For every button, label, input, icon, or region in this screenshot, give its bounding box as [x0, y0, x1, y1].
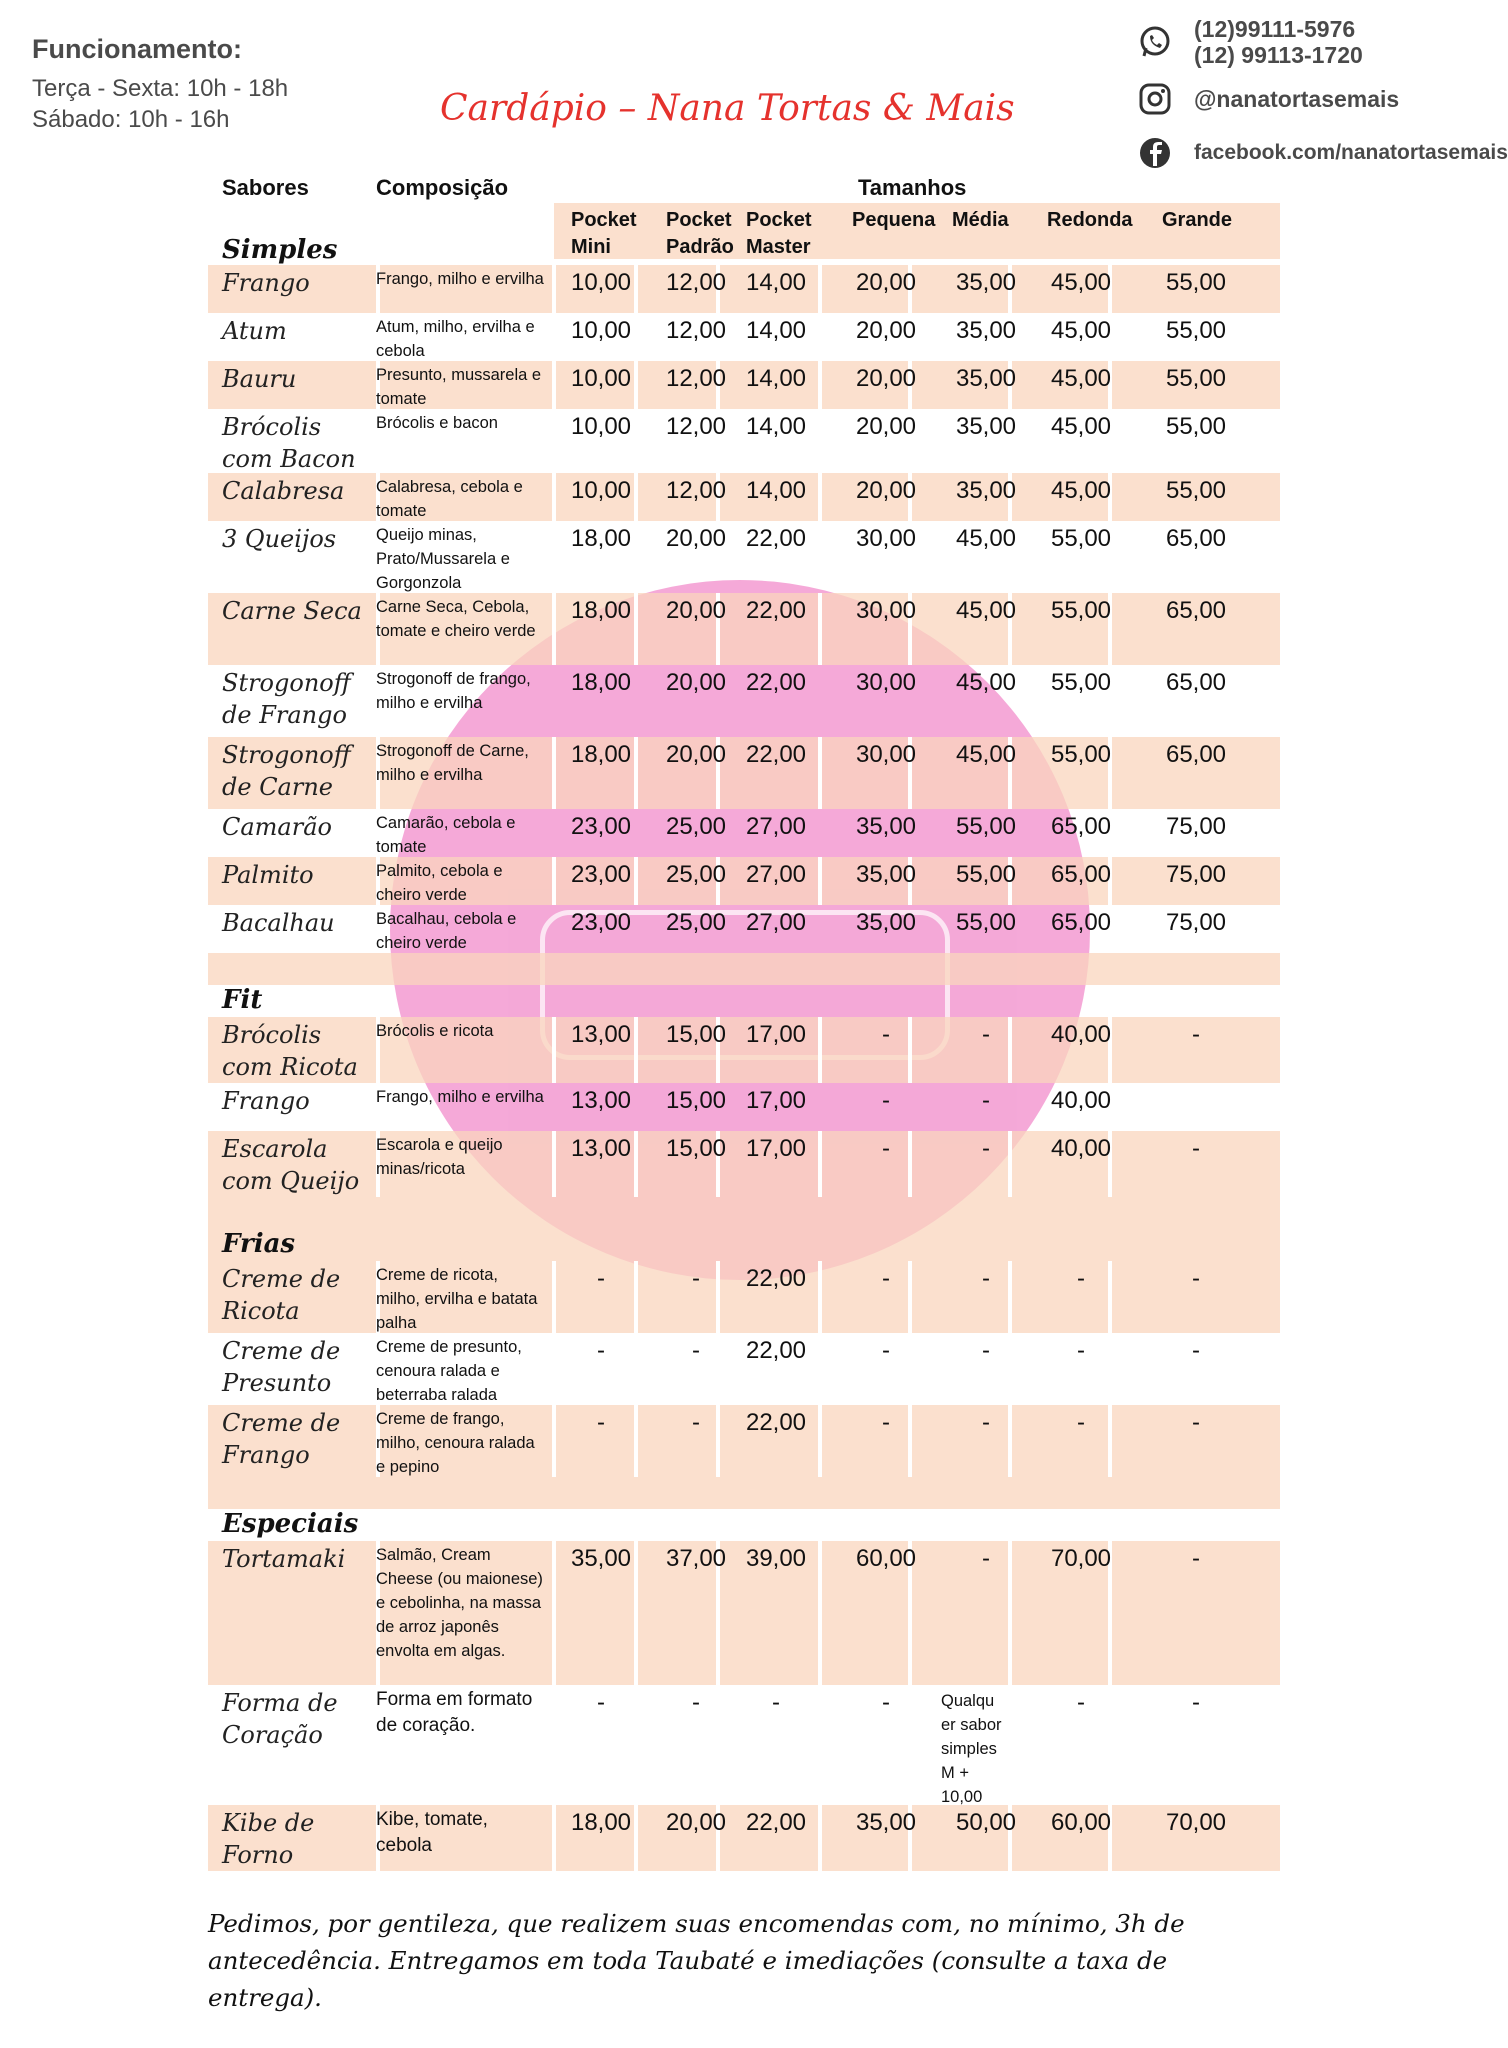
price-pequena: -	[882, 1021, 890, 1048]
table-row	[208, 521, 1280, 593]
flavor-name: Atum	[222, 317, 287, 345]
order-note: Pedimos, por gentileza, que realizem suas encomendas com, no mínimo, 3h de antecedência. Entregamos em toda Taubaté e imediações (consulte a taxa de entrega).	[208, 1909, 1185, 2012]
price-pequena: 20,00	[855, 477, 917, 504]
price-pocket-master: 14,00	[745, 477, 807, 504]
flavor-name: Palmito	[222, 861, 314, 889]
flavor-name: Bacalhau	[222, 909, 335, 937]
price-redonda: 45,00	[1050, 269, 1112, 296]
price-redonda: 55,00	[1050, 525, 1112, 552]
flavor-composition: Frango, milho e ervilha	[376, 1088, 544, 1106]
whatsapp-icon	[1138, 25, 1172, 59]
price-grande: 75,00	[1165, 813, 1227, 840]
price-pocket-mini: 23,00	[570, 909, 632, 936]
price-m-dia: 35,00	[955, 413, 1017, 440]
price-grande: -	[1192, 1265, 1200, 1292]
price-pocket-mini: 18,00	[570, 597, 632, 624]
price-pocket-master: 27,00	[745, 813, 807, 840]
header-composition: Composição	[376, 175, 509, 200]
instagram-icon	[1138, 82, 1172, 116]
phone-2: (12) 99113-1720	[1194, 42, 1363, 68]
price-pocket-padr-o: 15,00	[665, 1021, 727, 1048]
table-row	[208, 1541, 1280, 1685]
flavor-composition: Kibe, tomate, cebola	[376, 1809, 488, 1856]
flavor-name: Brócolis com Bacon	[222, 413, 356, 473]
flavor-composition: Brócolis e bacon	[376, 414, 498, 432]
price-pocket-mini: 23,00	[570, 861, 632, 888]
price-pocket-master: 27,00	[745, 909, 807, 936]
price-grande: -	[1192, 1409, 1200, 1436]
flavor-composition: Presunto, mussarela e tomate	[376, 366, 542, 408]
table-row	[208, 1685, 1280, 1805]
price-pocket-padr-o: 25,00	[665, 909, 727, 936]
price-redonda: 45,00	[1050, 317, 1112, 344]
price-redonda: 55,00	[1050, 741, 1112, 768]
price-pocket-padr-o: 20,00	[665, 1809, 727, 1836]
price-pequena: 30,00	[855, 597, 917, 624]
flavor-composition: Calabresa, cebola e tomate	[376, 478, 523, 520]
price-pocket-padr-o: 20,00	[665, 525, 727, 552]
table-row	[208, 1405, 1280, 1477]
price-m-dia: 45,00	[955, 741, 1017, 768]
price-grande: 65,00	[1165, 669, 1227, 696]
page-title: Cardápio – Nana Tortas & Mais	[440, 88, 1015, 129]
flavor-composition: Palmito, cebola e cheiro verde	[376, 862, 503, 904]
price-m-dia: 55,00	[955, 813, 1017, 840]
table-row	[208, 1805, 1280, 1871]
flavor-composition: Strogonoff de Carne, milho e ervilha	[376, 742, 529, 784]
price-redonda: -	[1077, 1337, 1085, 1364]
price-m-dia: 45,00	[955, 525, 1017, 552]
size-header-line: Pequena	[852, 209, 936, 231]
price-pocket-mini: 18,00	[570, 741, 632, 768]
opening-hours	[32, 34, 288, 135]
price-pocket-master: 39,00	[745, 1545, 807, 1572]
price-pocket-padr-o: 25,00	[665, 813, 727, 840]
price-pequena: -	[882, 1337, 890, 1364]
price-m-dia: -	[982, 1021, 990, 1048]
price-grande: 55,00	[1165, 269, 1227, 296]
price-m-dia: 55,00	[955, 861, 1017, 888]
header-flavors: Sabores	[222, 175, 309, 200]
price-grande: 55,00	[1165, 365, 1227, 392]
price-pequena: 30,00	[855, 525, 917, 552]
price-pocket-padr-o: 25,00	[665, 861, 727, 888]
hours-saturday: Sábado: 10h - 16h	[32, 106, 230, 133]
price-pocket-padr-o: 12,00	[665, 317, 727, 344]
size-header-line: Pocket	[666, 209, 732, 231]
section-band	[208, 1229, 1280, 1261]
flavor-name: Frango	[222, 1087, 310, 1115]
price-pocket-padr-o: 12,00	[665, 269, 727, 296]
section-title: Especiais	[222, 1509, 359, 1539]
price-pocket-mini: 10,00	[570, 413, 632, 440]
price-pocket-padr-o: -	[692, 1409, 700, 1436]
price-pequena: 20,00	[855, 413, 917, 440]
size-header-line: Master	[746, 236, 811, 258]
section-title: Simples	[222, 235, 338, 265]
flavor-name: Creme de Presunto	[222, 1337, 341, 1397]
price-pequena: 20,00	[855, 269, 917, 296]
price-pocket-mini: 10,00	[570, 317, 632, 344]
price-pocket-mini: 23,00	[570, 813, 632, 840]
price-pequena: -	[882, 1265, 890, 1292]
flavor-composition: Frango, milho e ervilha	[376, 270, 544, 288]
price-pocket-mini: 18,00	[570, 525, 632, 552]
hours-weekdays: Terça - Sexta: 10h - 18h	[32, 75, 289, 102]
price-pocket-mini: 18,00	[570, 1809, 632, 1836]
price-grande: 55,00	[1165, 413, 1227, 440]
price-pocket-master: 22,00	[745, 741, 807, 768]
price-grande: -	[1192, 1337, 1200, 1364]
instagram-handle: @nanatortasemais	[1194, 86, 1400, 112]
price-m-dia: 55,00	[955, 909, 1017, 936]
table-row	[208, 361, 1280, 409]
price-pocket-padr-o: 12,00	[665, 365, 727, 392]
table-row	[208, 809, 1280, 857]
price-pocket-padr-o: 12,00	[665, 413, 727, 440]
phone-1: (12)99111-5976	[1194, 16, 1356, 42]
flavor-name: Strogonoff de Carne	[222, 741, 351, 801]
price-pocket-padr-o: -	[692, 1265, 700, 1292]
price-m-dia: 45,00	[955, 669, 1017, 696]
price-pocket-master: 17,00	[745, 1135, 807, 1162]
price-pocket-master: 14,00	[745, 269, 807, 296]
flavor-composition: Queijo minas, Prato/Mussarela e Gorgonzola	[376, 526, 510, 592]
price-pocket-master: 14,00	[745, 317, 807, 344]
price-redonda: -	[1077, 1265, 1085, 1292]
flavor-composition: Creme de frango, milho, cenoura ralada e pepino	[376, 1410, 535, 1476]
price-pocket-padr-o: 20,00	[665, 741, 727, 768]
size-header-line: Grande	[1162, 209, 1233, 231]
price-m-dia: -	[982, 1265, 990, 1292]
price-pocket-mini: 18,00	[570, 669, 632, 696]
price-redonda: 40,00	[1050, 1135, 1112, 1162]
price-pocket-master: 22,00	[745, 597, 807, 624]
table-row	[208, 313, 1280, 361]
table-row	[208, 857, 1280, 905]
price-pocket-master: -	[772, 1689, 780, 1716]
price-pocket-mini: 10,00	[570, 269, 632, 296]
price-pocket-padr-o: 15,00	[665, 1135, 727, 1162]
price-pequena: -	[882, 1409, 890, 1436]
flavor-name: Escarola com Queijo	[222, 1135, 360, 1195]
price-pocket-master: 14,00	[745, 365, 807, 392]
table-row	[208, 737, 1280, 809]
table-row	[208, 665, 1280, 737]
price-pocket-mini: -	[597, 1337, 605, 1364]
flavor-name: Bauru	[222, 365, 297, 393]
price-pocket-padr-o: 20,00	[665, 597, 727, 624]
size-header	[746, 207, 846, 261]
section-title: Fit	[222, 985, 263, 1015]
price-pocket-padr-o: 15,00	[665, 1087, 727, 1114]
price-pocket-padr-o: -	[692, 1689, 700, 1716]
table-row	[208, 1131, 1280, 1197]
flavor-name: Strogonoff de Frango	[222, 669, 351, 729]
price-pequena: 35,00	[855, 909, 917, 936]
price-redonda: 40,00	[1050, 1021, 1112, 1048]
table-row	[208, 1333, 1280, 1405]
size-header	[1162, 207, 1262, 234]
price-grande: -	[1192, 1135, 1200, 1162]
table-row	[208, 1261, 1280, 1333]
price-grande: 65,00	[1165, 741, 1227, 768]
flavor-composition: Creme de ricota, milho, ervilha e batata palha	[376, 1266, 538, 1332]
price-redonda: 65,00	[1050, 813, 1112, 840]
price-pocket-master: 22,00	[745, 669, 807, 696]
flavor-composition: Salmão, Cream Cheese (ou maionese) e cebolinha, na massa de arroz japonês envolta em algas.	[376, 1546, 543, 1660]
flavor-composition: Forma em formato de coração.	[376, 1689, 533, 1736]
price-grande: 65,00	[1165, 525, 1227, 552]
flavor-name: Tortamaki	[222, 1545, 346, 1573]
price-pocket-mini: 10,00	[570, 365, 632, 392]
table-row	[208, 1017, 1280, 1083]
price-m-dia: -	[982, 1409, 990, 1436]
price-pocket-mini: -	[597, 1409, 605, 1436]
price-pequena: 30,00	[855, 741, 917, 768]
price-pequena: 30,00	[855, 669, 917, 696]
price-pocket-mini: 13,00	[570, 1021, 632, 1048]
price-redonda: -	[1077, 1689, 1085, 1716]
price-grande: 55,00	[1165, 317, 1227, 344]
hours-title: Funcionamento:	[32, 34, 242, 64]
size-header-line: Média	[952, 209, 1009, 231]
whatsapp-contact[interactable]	[1138, 16, 1363, 68]
price-pocket-master: 14,00	[745, 413, 807, 440]
flavor-name: Brócolis com Ricota	[222, 1021, 358, 1081]
flavor-name: Creme de Ricota	[222, 1265, 341, 1325]
price-pocket-master: 22,00	[745, 1265, 807, 1292]
flavor-name: Calabresa	[222, 477, 345, 505]
facebook-url: facebook.com/nanatortasemais	[1194, 141, 1508, 164]
price-pocket-mini: 13,00	[570, 1087, 632, 1114]
price-pequena: 60,00	[855, 1545, 917, 1572]
section-spacer	[208, 1197, 1280, 1229]
flavor-name: Kibe de Forno	[222, 1809, 315, 1869]
price-m-dia: 35,00	[955, 477, 1017, 504]
price-redonda: 65,00	[1050, 909, 1112, 936]
table-row	[208, 409, 1280, 473]
price-redonda: 65,00	[1050, 861, 1112, 888]
instagram-contact[interactable]	[1138, 82, 1399, 116]
price-pequena: 20,00	[855, 317, 917, 344]
price-m-dia: 50,00	[955, 1809, 1017, 1836]
price-pocket-mini: 10,00	[570, 477, 632, 504]
header-sizes: Tamanhos	[858, 175, 967, 200]
size-header	[1047, 207, 1147, 234]
price-pocket-master: 22,00	[745, 1337, 807, 1364]
price-pocket-master: 22,00	[745, 1409, 807, 1436]
price-m-dia: -	[982, 1337, 990, 1364]
price-m-dia: Qualqu er sabor simples M + 10,00	[941, 1692, 1002, 1806]
flavor-name: Forma de Coração	[222, 1689, 338, 1749]
flavor-name: Creme de Frango	[222, 1409, 341, 1469]
size-header-line: Mini	[571, 236, 611, 258]
price-pocket-mini: -	[597, 1265, 605, 1292]
size-header	[571, 207, 671, 261]
price-grande: 75,00	[1165, 909, 1227, 936]
flavor-composition: Carne Seca, Cebola, tomate e cheiro verde	[376, 598, 536, 640]
price-pocket-master: 27,00	[745, 861, 807, 888]
price-pequena: 20,00	[855, 365, 917, 392]
flavor-composition: Creme de presunto, cenoura ralada e beterraba ralada	[376, 1338, 522, 1404]
flavor-composition: Escarola e queijo minas/ricota	[376, 1136, 503, 1178]
price-grande: -	[1192, 1689, 1200, 1716]
flavor-name: 3 Queijos	[222, 525, 337, 553]
section-title: Frias	[222, 1229, 296, 1259]
size-header-line: Pocket	[571, 209, 637, 231]
section-spacer	[208, 1477, 1280, 1509]
price-grande: -	[1192, 1545, 1200, 1572]
price-pocket-padr-o: 37,00	[665, 1545, 727, 1572]
price-grande: 70,00	[1165, 1809, 1227, 1836]
facebook-icon	[1138, 136, 1172, 170]
price-redonda: 40,00	[1050, 1087, 1112, 1114]
price-pequena: 35,00	[855, 813, 917, 840]
price-redonda: 55,00	[1050, 669, 1112, 696]
price-m-dia: 35,00	[955, 365, 1017, 392]
table-row	[208, 265, 1280, 313]
price-pocket-mini: 13,00	[570, 1135, 632, 1162]
size-header-line: Redonda	[1047, 209, 1133, 231]
price-redonda: 45,00	[1050, 365, 1112, 392]
price-redonda: 55,00	[1050, 597, 1112, 624]
section-spacer	[208, 953, 1280, 985]
price-pocket-master: 22,00	[745, 1809, 807, 1836]
price-pocket-master: 17,00	[745, 1087, 807, 1114]
size-header-line: Pocket	[746, 209, 812, 231]
price-pequena: -	[882, 1135, 890, 1162]
price-redonda: 70,00	[1050, 1545, 1112, 1572]
price-pocket-padr-o: 12,00	[665, 477, 727, 504]
price-redonda: 45,00	[1050, 413, 1112, 440]
price-m-dia: 45,00	[955, 597, 1017, 624]
price-m-dia: -	[982, 1135, 990, 1162]
price-grande: 65,00	[1165, 597, 1227, 624]
flavor-composition: Camarão, cebola e tomate	[376, 814, 516, 856]
price-pequena: -	[882, 1087, 890, 1114]
price-pocket-master: 22,00	[745, 525, 807, 552]
flavor-composition: Atum, milho, ervilha e cebola	[376, 318, 535, 360]
flavor-composition: Brócolis e ricota	[376, 1022, 494, 1040]
size-header	[952, 207, 1052, 234]
flavor-name: Camarão	[222, 813, 332, 841]
price-redonda: -	[1077, 1409, 1085, 1436]
size-header-line: Padrão	[666, 236, 734, 258]
price-grande: 55,00	[1165, 477, 1227, 504]
size-header	[852, 207, 952, 234]
price-grande: -	[1192, 1021, 1200, 1048]
table-row	[208, 1083, 1280, 1131]
table-row	[208, 905, 1280, 953]
price-m-dia: 35,00	[955, 269, 1017, 296]
price-pocket-mini: -	[597, 1689, 605, 1716]
price-pequena: 35,00	[855, 1809, 917, 1836]
table-row	[208, 593, 1280, 665]
price-m-dia: -	[982, 1545, 990, 1572]
price-pequena: -	[882, 1689, 890, 1716]
price-pocket-master: 17,00	[745, 1021, 807, 1048]
price-redonda: 45,00	[1050, 477, 1112, 504]
price-pocket-mini: 35,00	[570, 1545, 632, 1572]
price-redonda: 60,00	[1050, 1809, 1112, 1836]
price-pocket-padr-o: -	[692, 1337, 700, 1364]
flavor-name: Frango	[222, 269, 310, 297]
price-m-dia: 35,00	[955, 317, 1017, 344]
price-pocket-padr-o: 20,00	[665, 669, 727, 696]
flavor-composition: Strogonoff de frango, milho e ervilha	[376, 670, 531, 712]
price-grande: 75,00	[1165, 861, 1227, 888]
flavor-composition: Bacalhau, cebola e cheiro verde	[376, 910, 517, 952]
facebook-contact[interactable]	[1138, 136, 1508, 170]
flavor-name: Carne Seca	[222, 597, 362, 625]
price-m-dia: -	[982, 1087, 990, 1114]
table-row	[208, 473, 1280, 521]
price-pequena: 35,00	[855, 861, 917, 888]
